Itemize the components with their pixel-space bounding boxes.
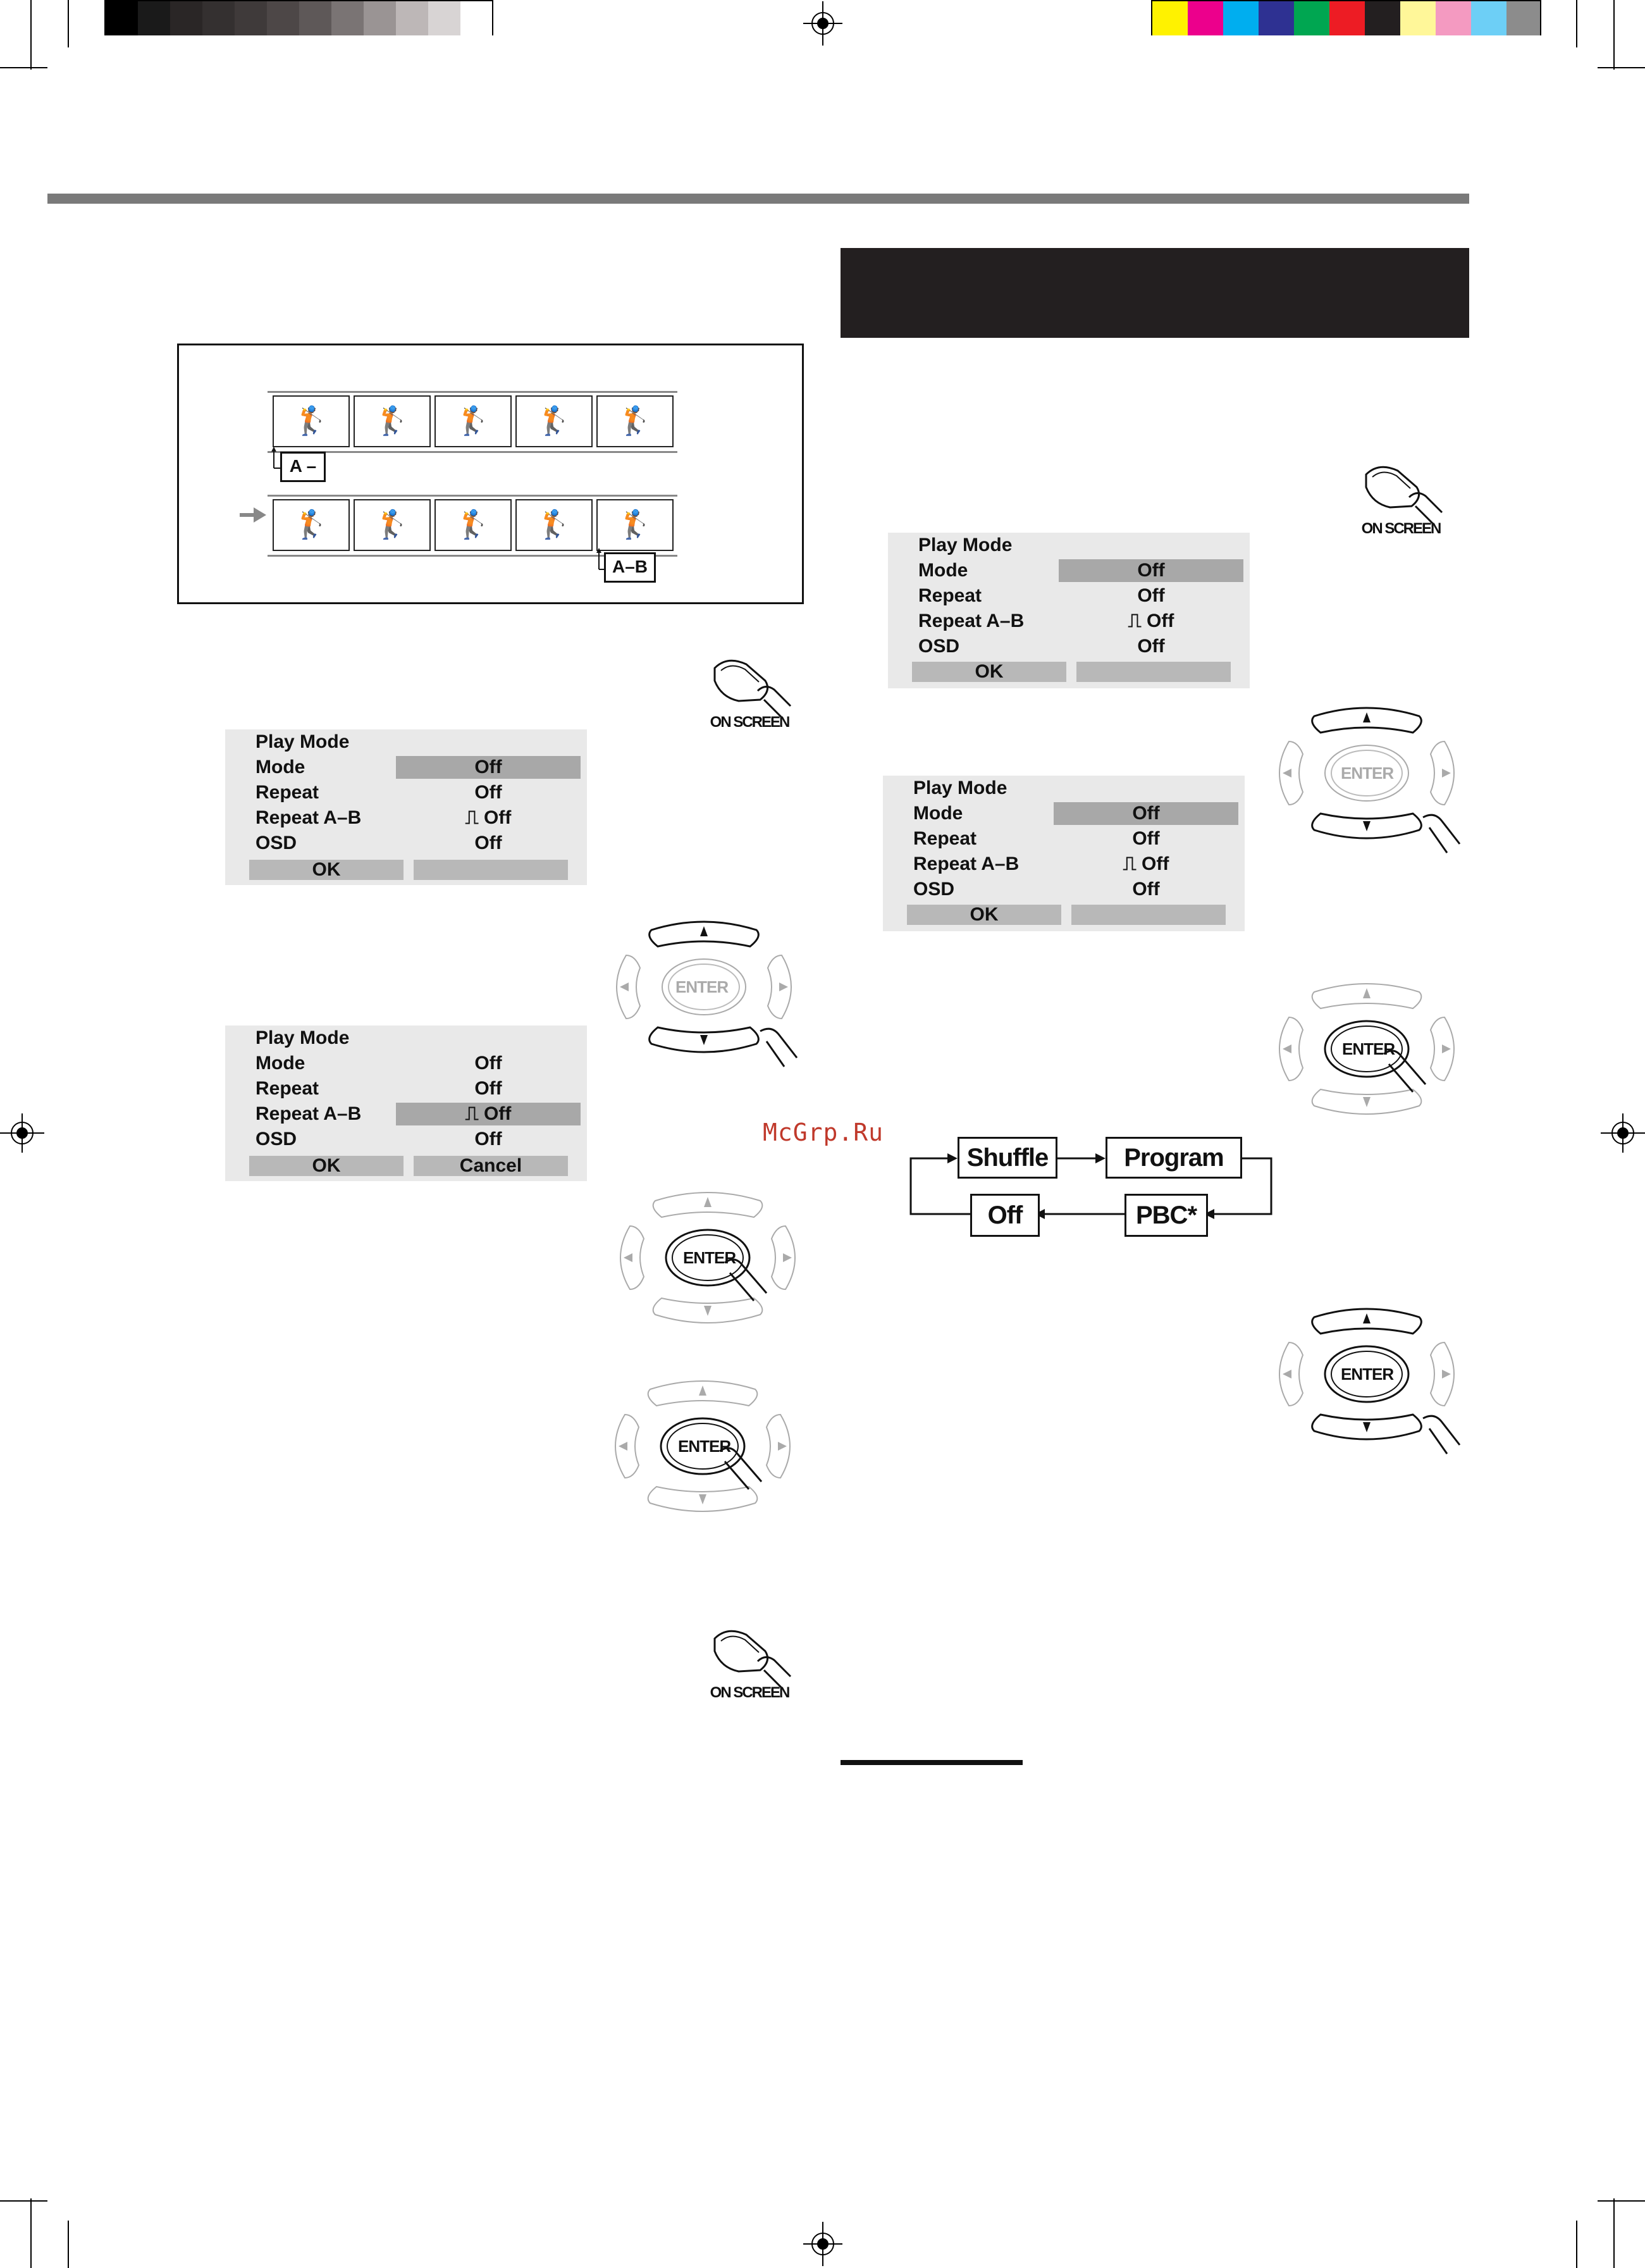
mode-off: Off <box>970 1194 1040 1237</box>
menu-row-value[interactable]: Off <box>1137 585 1165 606</box>
menu-row-value[interactable]: Off <box>1137 636 1165 657</box>
menu-title: Play Mode <box>256 731 350 752</box>
gray-swatch <box>460 1 492 35</box>
mode-program: Program <box>1106 1137 1242 1179</box>
on-screen-button[interactable] <box>1341 462 1461 538</box>
cancel-button[interactable] <box>1071 905 1226 925</box>
menu-row-label: OSD <box>256 1129 297 1149</box>
menu-row-value[interactable]: Off <box>474 1078 502 1099</box>
remote-dpad-down-pressed[interactable] <box>1264 1304 1472 1463</box>
menu-row-value: Off <box>484 807 512 828</box>
film-frame: 🏌 <box>515 499 593 551</box>
film-frame: 🏌 <box>273 395 350 447</box>
menu-row-label: Repeat <box>256 782 319 803</box>
cancel-button[interactable]: Cancel <box>414 1156 568 1176</box>
gray-swatch <box>235 1 267 35</box>
play-mode-menu <box>225 729 587 885</box>
color-calibration-bar <box>1151 0 1541 35</box>
on-screen-button[interactable] <box>689 655 810 731</box>
remote-dpad-enter-pressed[interactable] <box>1264 979 1472 1137</box>
on-screen-label: ON SCREEN <box>1361 520 1441 537</box>
color-swatch <box>1223 1 1259 35</box>
color-swatch <box>1400 1 1436 35</box>
menu-title: Play Mode <box>256 1027 350 1048</box>
on-screen-button[interactable] <box>689 1626 810 1702</box>
film-frame: 🏌 <box>515 395 593 447</box>
menu-row-value[interactable]: Off <box>1132 828 1160 849</box>
menu-row-label: Repeat A–B <box>256 807 362 828</box>
enter-label: ENTER <box>1342 1039 1395 1058</box>
mode-cycle-diagram <box>909 1136 1276 1243</box>
enter-label: ENTER <box>1341 1365 1394 1384</box>
play-mode-menu <box>225 1026 587 1181</box>
menu-row-value[interactable]: Off <box>474 1129 502 1149</box>
film-frame: 🏌 <box>596 395 674 447</box>
repeat-ab-icon: ⎍ <box>1128 610 1147 631</box>
on-screen-label: ON SCREEN <box>710 1684 789 1701</box>
remote-dpad-enter-pressed[interactable] <box>605 1188 813 1346</box>
film-frame: 🏌 <box>354 395 431 447</box>
menu-row-value: Off <box>1147 610 1174 631</box>
gray-swatch <box>299 1 331 35</box>
color-swatch <box>1259 1 1294 35</box>
registration-mark-left <box>0 1113 44 1153</box>
gray-swatch <box>267 1 299 35</box>
cancel-button[interactable] <box>414 860 568 880</box>
registration-mark-top <box>803 1 842 46</box>
ab-repeat-diagram <box>177 344 804 604</box>
finger-press-icon <box>689 1626 810 1689</box>
gray-swatch <box>170 1 202 35</box>
remote-dpad-down-pressed[interactable] <box>601 917 810 1075</box>
header-rule <box>47 194 1469 204</box>
finger-press-icon <box>1341 462 1461 525</box>
gray-swatch <box>331 1 364 35</box>
ok-button[interactable]: OK <box>907 905 1061 925</box>
repeat-ab-icon: ⎍ <box>1123 853 1142 874</box>
registration-mark-right <box>1601 1113 1645 1153</box>
menu-row-label: Repeat A–B <box>918 610 1025 631</box>
film-frame: 🏌 <box>596 499 674 551</box>
enter-label: ENTER <box>675 977 729 996</box>
menu-row-label: OSD <box>918 636 960 657</box>
tag-a: A – <box>280 452 326 482</box>
menu-row-label: Mode <box>256 757 305 778</box>
color-swatch <box>1436 1 1471 35</box>
film-frame: 🏌 <box>434 395 512 447</box>
gray-swatch <box>106 1 138 35</box>
ok-button[interactable]: OK <box>249 860 404 880</box>
menu-row-value-repeat-ab[interactable] <box>1054 853 1238 876</box>
color-swatch <box>1471 1 1506 35</box>
menu-row-value-repeat-ab[interactable] <box>396 1103 581 1125</box>
menu-row-value: Off <box>1142 853 1169 874</box>
repeat-ab-icon: ⎍ <box>465 1103 484 1124</box>
menu-row-value[interactable]: Off <box>1059 559 1243 582</box>
menu-row-value[interactable]: Off <box>1054 802 1238 825</box>
film-strip-top <box>268 391 677 453</box>
color-swatch <box>1506 1 1540 35</box>
section-header-bar <box>841 248 1469 338</box>
menu-row-label: Mode <box>913 803 963 824</box>
ok-button[interactable]: OK <box>912 662 1066 682</box>
menu-row-value: Off <box>484 1103 512 1124</box>
footnote-rule <box>841 1760 1023 1765</box>
color-swatch <box>1152 1 1188 35</box>
film-frame: 🏌 <box>273 499 350 551</box>
enter-label: ENTER <box>678 1437 731 1456</box>
menu-row-label: Repeat A–B <box>913 853 1020 874</box>
gray-swatch <box>428 1 460 35</box>
remote-dpad-enter-pressed[interactable] <box>600 1377 808 1535</box>
gray-swatch <box>364 1 396 35</box>
mode-pbc: PBC* <box>1124 1194 1208 1237</box>
registration-mark-bottom <box>803 2222 842 2266</box>
arrow-right-icon <box>240 507 266 523</box>
ok-button[interactable]: OK <box>249 1156 404 1176</box>
menu-row-value-repeat-ab[interactable] <box>1059 610 1243 633</box>
menu-title: Play Mode <box>918 535 1013 555</box>
gray-calibration-bar <box>104 0 493 35</box>
menu-row-value[interactable]: Off <box>474 833 502 853</box>
gray-swatch <box>396 1 428 35</box>
mode-shuffle: Shuffle <box>958 1137 1057 1179</box>
film-frame: 🏌 <box>354 499 431 551</box>
film-strip-bottom <box>268 495 677 557</box>
color-swatch <box>1188 1 1223 35</box>
menu-row-label: Mode <box>256 1053 305 1074</box>
on-screen-label: ON SCREEN <box>710 714 789 731</box>
menu-row-value[interactable]: Off <box>474 782 502 803</box>
color-swatch <box>1329 1 1365 35</box>
menu-row-label: Repeat <box>256 1078 319 1099</box>
menu-row-label: OSD <box>913 879 955 900</box>
menu-row-label: Repeat <box>918 585 982 606</box>
menu-row-value[interactable]: Off <box>396 756 581 779</box>
menu-row-value[interactable]: Off <box>1132 879 1160 900</box>
enter-label: ENTER <box>1341 764 1394 783</box>
menu-title: Play Mode <box>913 778 1007 798</box>
gray-swatch <box>138 1 170 35</box>
menu-row-label: Repeat <box>913 828 977 849</box>
tag-ab: A–B <box>604 552 656 583</box>
menu-row-label: OSD <box>256 833 297 853</box>
color-swatch <box>1365 1 1400 35</box>
watermark: McGrp.Ru <box>763 1119 884 1146</box>
enter-label: ENTER <box>683 1248 736 1267</box>
menu-row-label: Mode <box>918 560 968 581</box>
gray-swatch <box>202 1 235 35</box>
menu-row-label: Repeat A–B <box>256 1103 362 1124</box>
finger-press-icon <box>689 655 810 719</box>
color-swatch <box>1294 1 1329 35</box>
repeat-ab-icon: ⎍ <box>465 807 484 828</box>
play-mode-menu <box>883 776 1245 931</box>
menu-row-value-repeat-ab[interactable] <box>396 807 581 829</box>
cancel-button[interactable] <box>1076 662 1231 682</box>
remote-dpad-down-pressed[interactable] <box>1264 703 1472 862</box>
menu-row-value[interactable]: Off <box>474 1053 502 1074</box>
film-frame: 🏌 <box>434 499 512 551</box>
play-mode-menu <box>888 533 1250 688</box>
